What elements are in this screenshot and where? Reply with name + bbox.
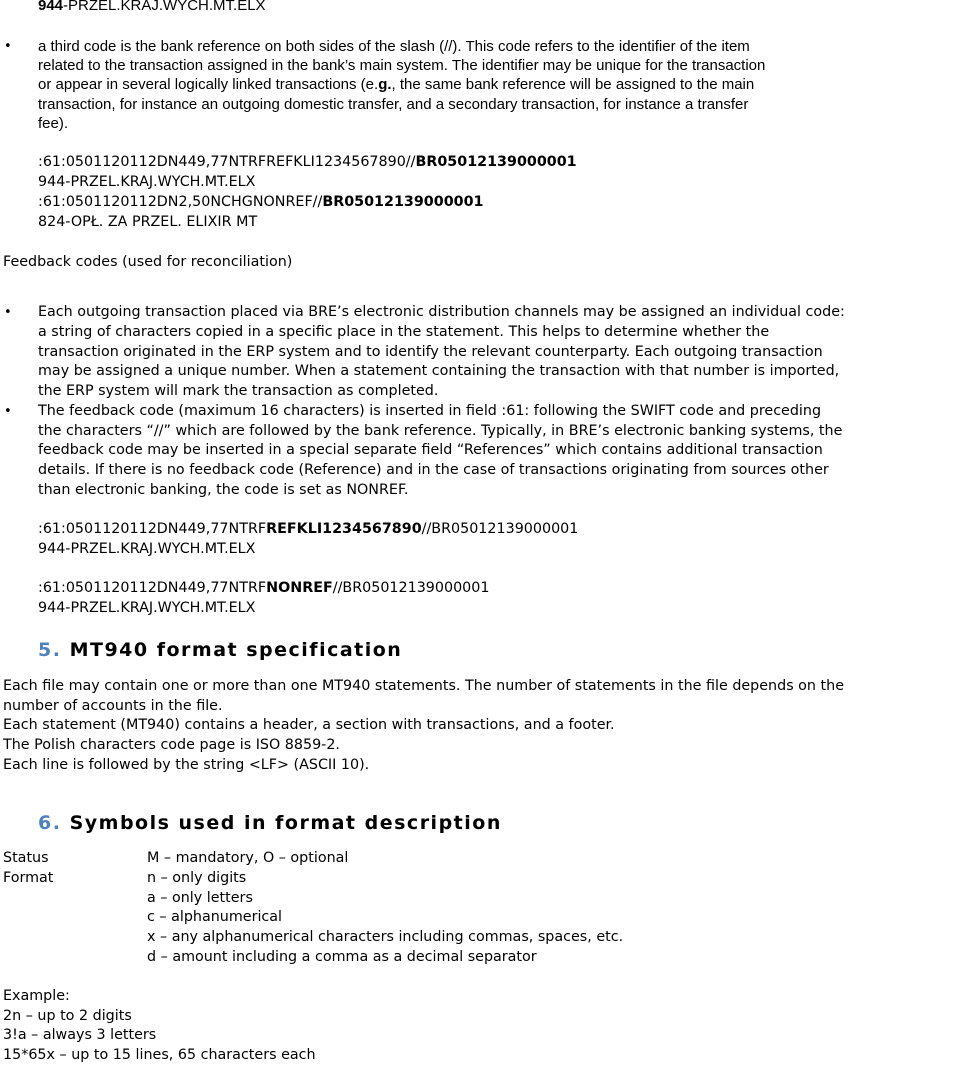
label-format: Format [3, 870, 54, 886]
paragraph-line: Each line is followed by the string <LF> (ASCII 10). [3, 757, 370, 773]
paragraph-line: transaction, for instance an outgoing domestic transfer, and a secondary transaction, for instance a transfer [38, 96, 749, 113]
example-line [38, 193, 484, 213]
text-segment-bold: NONREF [266, 580, 333, 596]
paragraph-line: the characters “//” which are followed by the bank reference. Typically, in BRE’s electronic banking systems, the [38, 423, 843, 439]
bullet-icon: • [4, 39, 12, 54]
paragraph-line: The feedback code (maximum 16 characters) is inserted in field :61: following the SWIFT code and preceding [38, 403, 822, 419]
example-label: Example: [3, 988, 70, 1004]
example-line: 824-OPŁ. ZA PRZEL. ELIXIR MT [38, 214, 258, 230]
bullet-icon: • [4, 305, 12, 320]
symbol-item: M – mandatory, O – optional [147, 850, 349, 866]
text-segment: , the same bank reference will be assigned to the main [391, 76, 755, 93]
text-segment-bold: BR05012139000001 [415, 154, 577, 170]
paragraph-line: number of accounts in the file. [3, 698, 223, 714]
example-line [38, 153, 577, 173]
example-line [38, 520, 578, 540]
example-line [38, 579, 489, 599]
example-line: 944-PRZEL.KRAJ.WYCH.MT.ELX [38, 600, 256, 616]
paragraph-line: feedback code may be inserted in a special separate field “References” which contains additional transaction [38, 442, 823, 458]
section-number: 6. [38, 812, 62, 834]
paragraph-line: fee). [38, 115, 69, 132]
text-segment-bold: REFKLI1234567890 [266, 521, 422, 537]
example-item: 3!a – always 3 letters [3, 1027, 157, 1043]
example-item: 15*65x – up to 15 lines, 65 characters each [3, 1047, 316, 1063]
bullet-icon: • [4, 404, 12, 419]
text-segment: //BR05012139000001 [332, 580, 490, 596]
paragraph-line: Each statement (MT940) contains a header, a section with transactions, and a footer. [3, 717, 615, 733]
symbol-item: n – only digits [147, 870, 247, 886]
section-heading [38, 811, 502, 835]
code-rest: -PRZEL.KRAJ.WYCH.MT.ELX [63, 0, 266, 14]
paragraph-line: a string of characters copied in a specific place in the statement. This helps to determine whether the [38, 324, 770, 340]
paragraph-line: a third code is the bank reference on both sides of the slash (//). This code refers to the identifier of the item [38, 38, 750, 55]
example-item: 2n – up to 2 digits [3, 1008, 132, 1024]
symbol-item: a – only letters [147, 890, 253, 906]
paragraph-line [38, 75, 754, 94]
paragraph-line: details. If there is no feedback code (Reference) and in the case of transactions originating from sources other [38, 462, 829, 478]
feedback-heading: Feedback codes (used for reconciliation) [3, 254, 293, 270]
text-segment: :61:0501120112DN449,77NTRF [38, 521, 267, 537]
paragraph-line: Each outgoing transaction placed via BRE’s electronic distribution channels may be assigned an individual code: [38, 304, 845, 320]
section-title: MT940 format specification [69, 639, 403, 661]
symbol-item: x – any alphanumerical characters including commas, spaces, etc. [147, 929, 624, 945]
example-line: 944-PRZEL.KRAJ.WYCH.MT.ELX [38, 174, 256, 190]
symbol-item: c – alphanumerical [147, 909, 283, 925]
text-segment: :61:0501120112DN2,50NCHGNONREF// [38, 194, 323, 210]
text-segment-bold: BR05012139000001 [322, 194, 484, 210]
text-segment: or appear in several logically linked transactions (e. [38, 76, 379, 93]
paragraph-line: the ERP system will mark the transaction as completed. [38, 383, 439, 399]
example-line: 944-PRZEL.KRAJ.WYCH.MT.ELX [38, 541, 256, 557]
text-segment: :61:0501120112DN449,77NTRFREFKLI1234567890// [38, 154, 416, 170]
text-segment: //BR05012139000001 [421, 521, 579, 537]
paragraph-line: Each file may contain one or more than one MT940 statements. The number of statements in the file depends on the [3, 678, 845, 694]
paragraph-line: transaction originated in the ERP system and to identify the relevant counterparty. Each outgoing transaction [38, 344, 823, 360]
text-segment: :61:0501120112DN449,77NTRF [38, 580, 267, 596]
section-heading [38, 638, 402, 662]
paragraph-line: related to the transaction assigned in the bank’s main system. The identifier may be unique for the transaction [38, 57, 766, 74]
text-segment-bold: g. [378, 76, 392, 93]
section-title: Symbols used in format description [69, 812, 502, 834]
paragraph-line: may be assigned a unique number. When a statement containing the transaction with that number is imported, [38, 363, 840, 379]
code-bold: 944 [38, 0, 64, 14]
label-status: Status [3, 850, 49, 866]
paragraph-line: The Polish characters code page is ISO 8859-2. [3, 737, 340, 753]
symbol-item: d – amount including a comma as a decimal separator [147, 949, 537, 965]
section-number: 5. [38, 639, 62, 661]
paragraph-line: than electronic banking, the code is set as NONREF. [38, 482, 409, 498]
code-line [38, 0, 266, 15]
